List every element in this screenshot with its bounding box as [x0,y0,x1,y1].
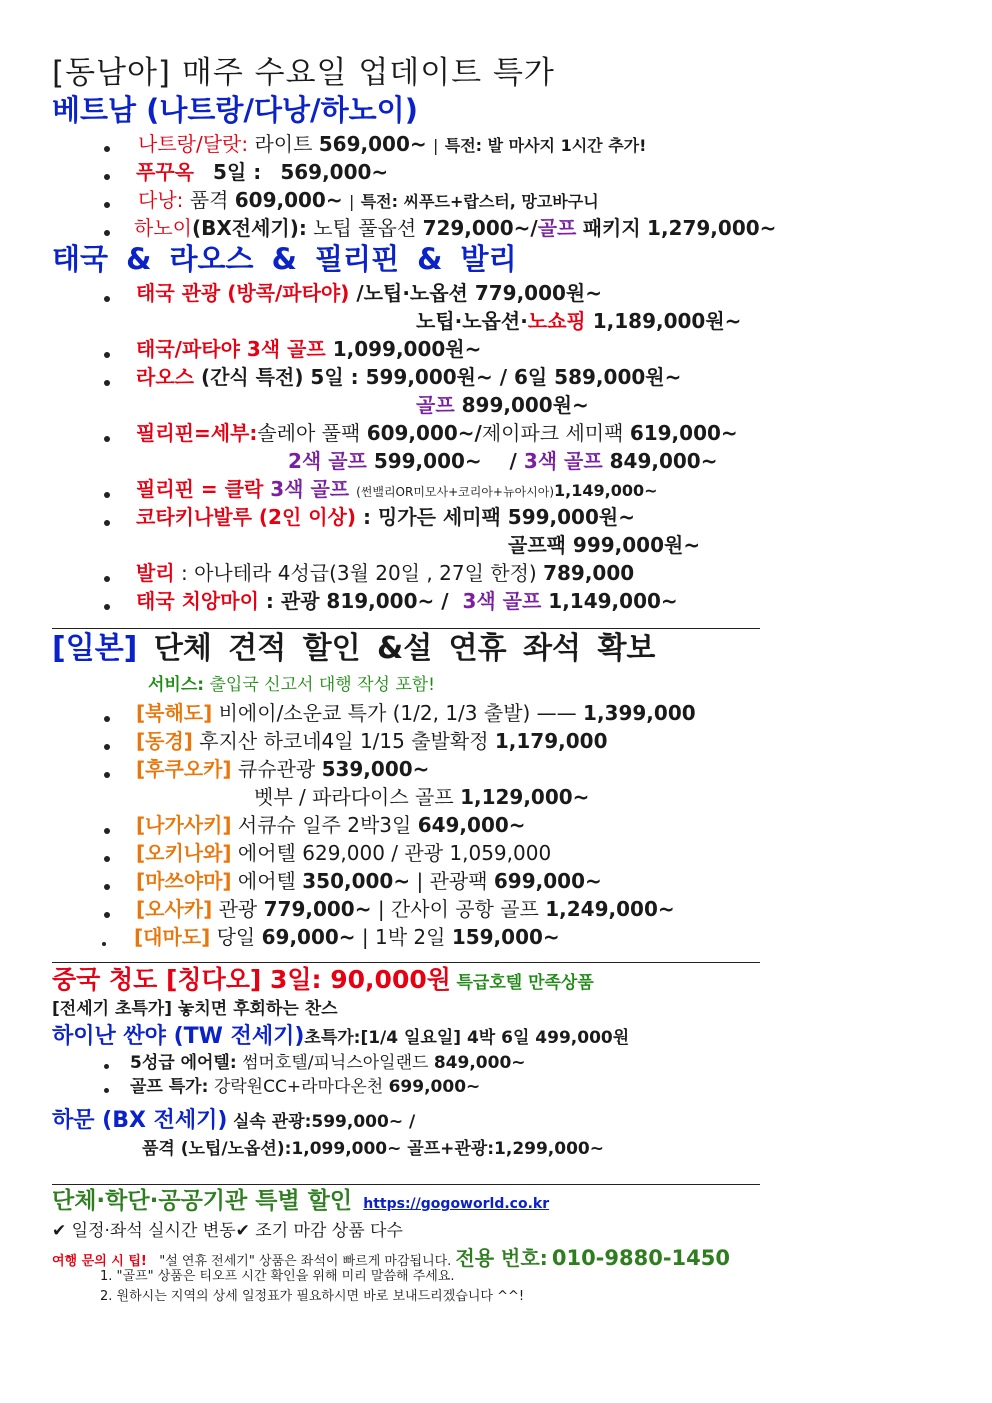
item-desc: 썸머호텔/피닉스아일랜드 [242,1053,429,1073]
separator: / [509,449,517,473]
place-label: 푸꾸옥 [136,160,194,184]
item-desc: 서큐슈 일주 2박3일 [237,813,412,837]
item-desc: 제이파크 세미팩 [481,421,624,445]
item-desc: 에어텔 [237,869,296,893]
bullet-icon [104,202,110,208]
bullet-icon [102,942,106,946]
item-extra: 특전: 씨푸드+랍스터, 망고바구니 [360,192,599,211]
place-label: 태국 관광 (방콕/파타야) [136,281,350,305]
item-price: 609,000~ [234,188,343,212]
xiamen-title: 하문 (BX 전세기) [52,1108,228,1133]
bullet-icon [104,744,110,750]
bullet-icon [104,828,110,834]
item-price: 899,000원~ [461,393,589,417]
item-label: 5성급 에어텔: [130,1053,237,1073]
item-desc: : 관광 819,000~ / [265,589,449,613]
footer-title: 단체·학단·공공기관 특별 할인 [52,1188,353,1214]
item-extra: 특전: 발 마사지 1시간 추가! [444,136,647,155]
item-price: 1,279,000~ [647,216,777,240]
bullet-icon [104,352,110,358]
item-desc: 비에이/소운쿄 특가 (1/2, 1/3 출발) —— [218,701,577,725]
item-price: 1,129,000~ [460,785,590,809]
item-price: 350,000~ [302,869,411,893]
bullet-icon [104,716,110,722]
divider [52,628,760,629]
place-label: 태국/파타야 3색 골프 [136,337,326,361]
item-desc: : 밍가든 세미팩 599,000원~ [362,505,635,529]
japan-item-tsushima [134,926,560,949]
cebu-item [136,422,738,445]
item-desc: | 1박 2일 [361,925,446,949]
no-shopping-label: 노쇼핑 [527,309,586,333]
item-price: 1,149,000~ [554,481,658,500]
page-title: [동남아] 매주 수요일 업데이트 특가 [52,55,555,91]
golf-label: 골프 [537,216,577,240]
place-label: [마쓰야마] [136,869,232,893]
footer-note-2: 2. 원하시는 지역의 상세 일정표가 필요하시면 바로 보내드리겠습니다 ^^! [100,1289,525,1304]
place-label: 나트랑/달랏: [138,132,249,156]
item-desc: | 관광팩 [416,869,488,893]
kota-golf [508,534,700,557]
hainan-title: 하이난 싼야 (TW 전세기) [52,1024,305,1049]
vietnam-title: 베트남 (나트랑/다낭/하노이) [52,93,418,127]
golf-label: 골프 [416,393,455,417]
item-price: 골프팩 999,000원~ [508,533,701,557]
item-desc: (BX전세기): [191,216,307,240]
bullet-icon [104,436,110,442]
footer-title-line [52,1188,549,1214]
place-label: 태국 치앙마이 [136,589,259,613]
xiamen-line2: 품격 (노팁/노옵션):1,099,000~ 골프+관광:1,299,000~ [142,1139,604,1159]
place-label: 라오스 [136,365,194,389]
tip-label: 여행 문의 시 팁! [52,1254,147,1269]
bullet-icon [104,1064,109,1069]
place-label: [오사카] [136,897,213,921]
item-price: 1,099,000원~ [332,337,482,361]
bullet-icon [104,772,110,778]
item-desc: (간식 특전) 5일 : 599,000원~ / 6일 589,000원~ [200,365,682,389]
item-desc: 노팁·노옵션· [416,309,528,333]
bullet-icon [104,230,110,236]
item-price: 569,000~ [280,160,389,184]
item-price: 609,000~/ [366,421,482,445]
item-desc: 품격 [189,188,229,212]
item-price: 649,000~ [417,813,526,837]
xiamen-line [52,1108,415,1133]
item-label: 골프 특가: [130,1077,209,1097]
place-label: 필리핀=세부: [136,421,258,445]
place-label: [나가사키] [136,813,232,837]
thailand-item-pattaya-golf [136,338,481,361]
item-price: 789,000 [543,561,635,585]
item-desc: 후지산 하코네4일 1/15 출발확정 [199,729,489,753]
item-price: 729,000~/ [422,216,538,240]
hainan-item-airtel [130,1054,526,1074]
golf-label: 3색 골프 [270,477,350,501]
tip-text: "설 연휴 전세기" 상품은 좌석이 빠르게 마감됩니다. [159,1254,452,1269]
hainan-line [52,1024,629,1049]
item-desc: 관광 [218,897,258,921]
place-label: 코타키나발루 (2인 이상) [136,505,357,529]
bullet-icon [104,604,110,610]
bullet-icon [104,296,110,302]
item-price: 699,000~ [388,1077,481,1097]
kota-item [136,506,635,529]
bullet-icon [104,912,110,918]
item-price: 69,000~ [261,925,356,949]
qingdao-title: 중국 청도 [칭다오] 3일: 90,000원 [52,965,451,994]
item-desc: 강락원CC+라마다온천 [213,1077,384,1097]
japan-service [148,676,435,696]
item-price: 539,000~ [321,757,430,781]
divider [52,1184,760,1185]
item-desc: 큐슈관광 [237,757,316,781]
qingdao-line [52,966,594,995]
item-desc: 당일 [216,925,256,949]
vietnam-item-hanoi [134,217,776,240]
bullet-icon [104,380,110,386]
hainan-item-golf [130,1078,480,1098]
website-link[interactable]: https://gogoworld.co.kr [363,1196,550,1212]
hainan-desc: 초특가:[1/4 일요일] 4박 6일 499,000원 [304,1028,630,1048]
vietnam-item-nhatrang [138,133,646,156]
item-price: 1,189,000원~ [592,309,742,333]
xiamen-desc: 실속 관광:599,000~ / [233,1112,416,1132]
item-desc: 5일 : [213,160,262,184]
vietnam-item-danang [138,189,599,212]
place-label: [북해도] [136,701,213,725]
japan-tag: [일본] [52,631,138,666]
cebu-golf [288,450,717,473]
qingdao-tag: 특급호텔 만족상품 [456,973,594,993]
item-price: 779,000~ [263,897,372,921]
japan-item-okinawa [136,842,551,865]
item-desc: 라이트 [254,132,313,156]
place-label: [대마도] [134,925,211,949]
item-desc: : 아나테라 4성급(3월 20일 , 27일 한정) [181,561,537,585]
thailand-item-bangkok-line2 [416,310,741,333]
item-desc: 패키지 [582,216,641,240]
item-desc: 솔레아 풀팩 [257,421,361,445]
golf-label: 3색 골프 [462,589,542,613]
phone-number[interactable]: 010-9880-1450 [551,1246,731,1270]
place-label: 하노이 [134,216,192,240]
golf-label: 3색 골프 [523,449,603,473]
bullet-icon [104,884,110,890]
separator: | [348,192,355,211]
place-label: [동경] [136,729,193,753]
bullet-icon [104,492,110,498]
item-desc: 에어텔 629,000 / 관광 1,059,000 [237,841,552,865]
place-label: [후쿠오카] [136,757,232,781]
bullet-icon [104,856,110,862]
item-price: 1,179,000 [494,729,608,753]
item-note: (썬밸리OR미모사+코리아+뉴아시아) [356,485,555,499]
place-label: 발리 [136,561,175,585]
japan-item-fukuoka [136,758,429,781]
place-label: [오키나와] [136,841,232,865]
item-price: 619,000~ [629,421,738,445]
laos-item [136,366,681,389]
service-label: 서비스: [148,675,205,695]
item-desc: | 간사이 공항 골프 [377,897,539,921]
golf-label: 2색 골프 [288,449,367,473]
thailand-item-bangkok [136,282,602,305]
bullet-icon [104,1088,109,1093]
chiangmai-item [136,590,678,613]
place-label: 필리핀 = 클락 [136,477,264,501]
item-desc: /노팁·노옵션 779,000원~ [356,281,603,305]
bullet-icon [104,520,110,526]
charter-note: [전세기 초특가] 놓치면 후회하는 찬스 [52,999,338,1019]
item-desc: 벳부 / 파라다이스 골프 [254,785,454,809]
phone-label: 전용 번호: [455,1246,548,1270]
place-label: 다낭: [138,188,184,212]
bullet-icon [104,576,110,582]
clark-item [136,478,658,501]
bali-item [136,562,634,585]
japan-title [52,632,655,667]
japan-title-text: 단체 견적 할인 &설 연휴 좌석 확보 [153,631,656,666]
japan-item-beppu [254,786,589,809]
item-price: 849,000~ [433,1053,526,1073]
footer-check-line: ✔ 일정·좌석 실시간 변동✔ 조기 마감 상품 다수 [52,1221,403,1241]
japan-item-tokyo [136,730,607,753]
bullet-icon [104,146,110,152]
item-price: 599,000~ [373,449,482,473]
separator: | [432,136,439,155]
item-price: 1,399,000 [583,701,696,725]
japan-item-osaka [136,898,675,921]
sea-title: 태국 & 라오스 & 필리핀 & 발리 [52,242,517,276]
japan-item-nagasaki [136,814,526,837]
item-price: 1,149,000~ [548,589,678,613]
vietnam-item-phuquoc [136,161,388,184]
footer-note-1: 1. "골프" 상품은 티오프 시간 확인을 위해 미리 말씀해 주세요. [100,1269,455,1284]
bullet-icon [104,174,110,180]
laos-golf [416,394,589,417]
item-price: 849,000~ [609,449,718,473]
japan-item-hokkaido [136,702,696,725]
divider [52,962,760,963]
item-price: 569,000~ [318,132,427,156]
item-price: 1,249,000~ [545,897,675,921]
item-price: 159,000~ [451,925,560,949]
service-text: 출입국 신고서 대행 작성 포함! [209,675,435,695]
item-desc: 노팁 풀옵션 [313,216,417,240]
japan-item-matsuyama [136,870,602,893]
footer-tip-line [52,1246,730,1270]
item-price: 699,000~ [493,869,602,893]
